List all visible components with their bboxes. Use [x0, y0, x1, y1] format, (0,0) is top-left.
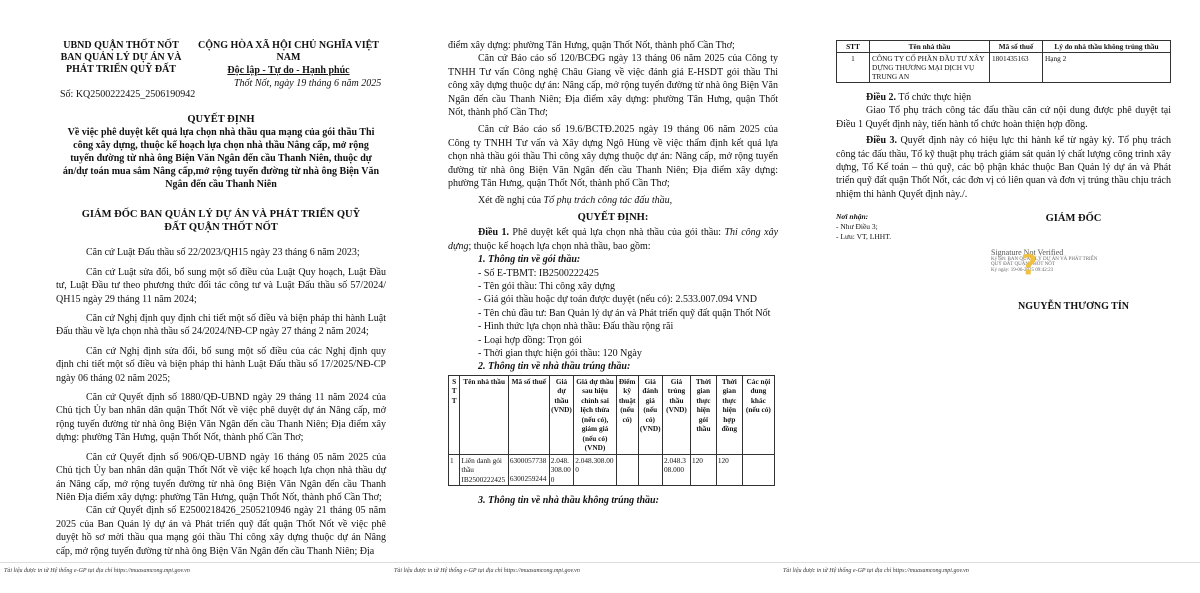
- digital-signature: Signature Not Verified Ký bởi: BAN QUẢN LÝ DỰ ÁN VÀ PHÁT TRIỂN QUỸ ĐẤT QUẬN THỐT NỐT Ký ngày: 19-06-2025 09:42:23: [991, 248, 1098, 273]
- footer-text: Tài liệu được in từ Hệ thống e-GP tại địa chỉ https://muasamcong.mpi.gov.vn: [783, 568, 969, 574]
- page-separator: [0, 562, 1200, 563]
- table-header: Giá trúng thầu (VND): [663, 375, 691, 454]
- cell-reason: Hạng 2: [1043, 53, 1171, 83]
- table-header: Mã số thuế: [508, 375, 549, 454]
- winner-table: [448, 375, 775, 487]
- legal-basis: Căn cứ Quyết định số 1880/QĐ-UBND ngày 29 tháng 11 năm 2024 của Chủ tịch Ủy ban nhân dân quận Thốt Nốt về việc phê duyệt dự án Nâng cấp, mở rộng tuyến đường từ nhà ông Biện Văn Ngân đến cầu Thanh Niên; Địa điểm xây dựng: phường Tân Hưng, quận Thốt Nốt, thành phố Cần Thơ;: [56, 392, 386, 444]
- package-info-item: - Hình thức lựa chọn nhà thầu: Đấu thầu rộng rãi: [478, 321, 674, 333]
- appraisal-report: Căn cứ Báo cáo số 19.6/BCTĐ.2025 ngày 19 tháng 06 năm 2025 của Công ty TNHH Tư vấn và Xây dựng Ngô Hùng về việc thẩm định kết quả lựa chọn nhà thầu gói thầu Thi công xây dựng thuộc dự án: Nâng cấp, mở rộng tuyến đường từ nhà ông Biện Văn Ngân đến cầu Thanh Niên; Địa điểm xây dựng: phường Tân Hưng, quận Thốt Nốt, thành phố Cần Thơ;: [448, 124, 778, 190]
- cell-tech: [616, 454, 638, 486]
- evaluation-report: Căn cứ Báo cáo số 120/BCĐG ngày 13 tháng 06 năm 2025 của Công ty TNHH Tư vấn Công nghệ Châu Giang về việc đánh giá E-HSDT gói thầu Thi công xây dựng thuộc dự án: Nâng cấp, mở rộng tuyến đường từ nhà ông Biện Văn Ngân đến cầu Thanh Niên; Địa điểm xây dựng: phường Tân Hưng, quận Thốt Nốt, thành phố Cần Thơ;: [448, 53, 778, 119]
- legal-basis: Căn cứ Quyết định số 906/QĐ-UBND ngày 16 tháng 05 năm 2025 của Chủ tịch Ủy ban nhân dân quận Thốt Nốt về việc kế hoạch lựa chọn nhà thầu dự án Nâng cấp, mở rộng tuyến đường từ nhà ông Biện Văn Ngân đến cầu Thanh Niên Địa điểm xây dựng: phường Tân Hưng, quận Thốt Nốt, thành phố Cần Thơ;: [56, 451, 386, 503]
- table-header: STT: [837, 41, 870, 53]
- consideration-line: Xét đề nghị của Tổ phụ trách công tác đấu thầu,: [478, 195, 673, 207]
- cell-tax: 1801435163: [990, 53, 1043, 83]
- table-row: [449, 454, 775, 486]
- package-info-item: - Giá gói thầu hoặc dự toán được duyệt (nếu có): 2.533.007.094 VND: [478, 294, 757, 306]
- footer-text: Tài liệu được in từ Hệ thống e-GP tại địa chỉ https://muasamcong.mpi.gov.vn: [4, 568, 190, 574]
- table-header: Tên nhà thầu: [870, 41, 990, 53]
- table-header: Giá đánh giá (nếu có) (VND): [638, 375, 663, 454]
- package-info: [448, 253, 778, 374]
- signature-unverified-icon: ?: [1021, 248, 1038, 281]
- package-info-item: - Số E-TBMT: IB2500222425: [478, 267, 599, 279]
- cell-adjusted: 2.048.308.000: [574, 454, 616, 486]
- cell-other: [742, 454, 774, 486]
- package-info-item: - Loại hợp đồng: Trọn gói: [478, 334, 582, 346]
- page-3: [836, 0, 1171, 593]
- article-3: Điều 3. Quyết định này có hiệu lực thi hành kể từ ngày ký. Tổ phụ trách công tác đấu thầu, Tổ kỹ thuật phụ trách giám sát quản lý chất lượng công trình xây dựng, Tổ Kế toán – thủ quỹ, các bộ phận khác thuộc Ban Quản lý dự án và Phát triển quỹ đất quận Thốt Nốt, các đơn vị có liên quan và đơn vị trúng thầu chịu trách nhiệm thi hành Quyết định này./.: [836, 135, 1172, 200]
- page-2: [448, 0, 778, 593]
- section-2-title: 2. Thông tin về nhà thầu trúng thầu:: [478, 361, 631, 373]
- cell-eval: [638, 454, 663, 486]
- article-2: Điều 2. Tổ chức thực hiện: [866, 92, 972, 103]
- cell-tax: 6300057738 6300259244: [508, 454, 549, 486]
- table-header: Mã số thuế: [990, 41, 1043, 53]
- decision-heading: QUYẾT ĐỊNH:: [577, 211, 649, 223]
- cell-stt: 1: [449, 454, 460, 486]
- continuation-line: điểm xây dựng: phường Tân Hưng, quận Thốt Nốt, thành phố Cần Thơ;: [448, 40, 735, 51]
- table-header: Lý do nhà thầu không trúng thầu: [1043, 41, 1171, 53]
- table-header: Giá dự thầu (VND): [549, 375, 574, 454]
- package-info-item: - Tên chủ đầu tư: Ban Quản lý dự án và Phát triển quỹ đất quận Thốt Nốt: [478, 307, 771, 319]
- signer-name: NGUYỄN THƯƠNG TÍN: [1018, 301, 1129, 312]
- issuing-agency: UBND QUẬN THỐT NỐT BAN QUẢN LÝ DỰ ÁN VÀ PHÁT TRIỂN QUỸ ĐẤT: [60, 40, 182, 75]
- document-header: [56, 0, 386, 100]
- document-number: Số: KQ2500222425_2506190942: [60, 89, 196, 100]
- article-1: Điều 1. Phê duyệt kết quả lựa chọn nhà thầu của gói thầu: Thi công xây dựng; thuộc kế hoạch lựa chọn nhà thầu, bao gồm:: [448, 227, 779, 252]
- table-header-row: [449, 375, 775, 454]
- table-header: Giá dự thầu sau hiệu chỉnh sai lệch thừa (nếu có), giảm giá (nếu có) (VND): [574, 375, 616, 454]
- package-info-item: - Thời gian thực hiện gói thầu: 120 Ngày: [478, 347, 642, 359]
- decision-title: QUYẾT ĐỊNH: [187, 114, 255, 125]
- table-header: S T T: [449, 375, 460, 454]
- cell-award: 2.048.308.000: [663, 454, 691, 486]
- cell-contract-time: 120: [716, 454, 742, 486]
- cell-stt: 1: [837, 53, 870, 83]
- table-header: Tên nhà thầu: [460, 375, 508, 454]
- table-header: Thời gian thực hiện hợp đồng: [716, 375, 742, 454]
- authority-title: GIÁM ĐỐC BAN QUẢN LÝ DỰ ÁN VÀ PHÁT TRIỂN QUỸ ĐẤT QUẬN THỐT NỐT: [81, 209, 361, 234]
- decision-subject: Về việc phê duyệt kết quả lựa chọn nhà thầu qua mạng của gói thầu Thi công xây dựng, thuộc kế hoạch lựa chọn nhà thầu Nâng cấp, mở rộng tuyến đường từ nhà ông Biện Văn Ngân đến cầu Thanh Niên, thuộc dự án/dự toán mua sắm Nâng cấp,mở rộng tuyến đường từ nhà ông Biện Văn Ngân đến cầu Thanh Niên: [62, 127, 380, 191]
- table-header: Điểm kỹ thuật (nếu có): [616, 375, 638, 454]
- national-motto: CỘNG HÒA XÃ HỘI CHỦ NGHĨA VIỆT NAM Độc lập - Tự do - Hạnh phúc: [198, 40, 379, 76]
- legal-bases: [56, 246, 386, 558]
- legal-basis: Căn cứ Nghị định quy định chi tiết một số điều và biện pháp thi hành Luật Đấu thầu về lựa chọn nhà thầu số 24/2024/NĐ-CP ngày 27 tháng 2 năm 2024;: [56, 313, 386, 338]
- cell-bid: 2.048.308.000: [549, 454, 574, 486]
- table-header: Các nội dung khác (nếu có): [742, 375, 774, 454]
- loser-table: [836, 40, 1171, 83]
- package-info-item: - Tên gói thầu: Thi công xây dựng: [478, 280, 615, 292]
- section-1-title: 1. Thông tin về gói thầu:: [478, 254, 581, 266]
- legal-basis: Căn cứ Nghị định sửa đổi, bổ sung một số điều của các Nghị định quy định chi tiết một số điều và biện pháp thi hành Luật Đấu thầu số 17/2025/NĐ-CP ngày 06 tháng 02 năm 2025;: [56, 345, 386, 384]
- table-header-row: [837, 41, 1171, 53]
- legal-basis: Căn cứ Luật Đấu thầu số 22/2023/QH15 ngày 23 tháng 6 năm 2023;: [86, 247, 360, 259]
- cell-name: CÔNG TY CỔ PHẦN ĐẦU TƯ XÂY DỰNG THƯƠNG MẠI DỊCH VỤ TRUNG AN: [870, 53, 990, 83]
- article-2-text: Giao Tổ phụ trách công tác đấu thầu căn cứ nội dung được phê duyệt tại Điều 1 Quyết định này, tiến hành tổ chức hoàn thiện hợp đồng.: [836, 105, 1171, 130]
- table-row: [837, 53, 1171, 83]
- cell-pkg-time: 120: [690, 454, 716, 486]
- signer-title: GIÁM ĐỐC: [1045, 213, 1102, 224]
- document-date: Thốt Nốt, ngày 19 tháng 6 năm 2025: [234, 78, 382, 89]
- section-3-title: 3. Thông tin về nhà thầu không trúng thầu:: [478, 495, 659, 507]
- recipients: Nơi nhận: - Như Điều 3; - Lưu: VT, LHHT.: [836, 212, 892, 241]
- table-header: Thời gian thực hiện gói thầu: [690, 375, 716, 454]
- legal-basis: Căn cứ Luật sửa đổi, bổ sung một số điều của Luật Quy hoạch, Luật Đầu tư, Luật Đầu tư theo phương thức đối tác công tư và Luật Đấu thầu số 57/2024/ QH15 ngày 29 tháng 11 năm 2024;: [56, 266, 386, 305]
- footer-text: Tài liệu được in từ Hệ thống e-GP tại địa chỉ https://muasamcong.mpi.gov.vn: [394, 568, 580, 574]
- legal-basis: Căn cứ Quyết định số E2500218426_2505210946 ngày 21 tháng 05 năm 2025 của Ban Quản lý dự án và Phát triển quỹ đất quận Thốt Nốt về việc phê duyệt hồ sơ mời thầu qua mạng gói thầu Thi công xây dựng thuộc dự án Nâng cấp, mở rộng tuyến đường từ nhà ông Biện Văn Ngân đến cầu Thanh Niên; Địa: [56, 505, 386, 557]
- page-1: [56, 0, 386, 593]
- cell-name: Liên danh gói thầu IB2500222425: [460, 454, 508, 486]
